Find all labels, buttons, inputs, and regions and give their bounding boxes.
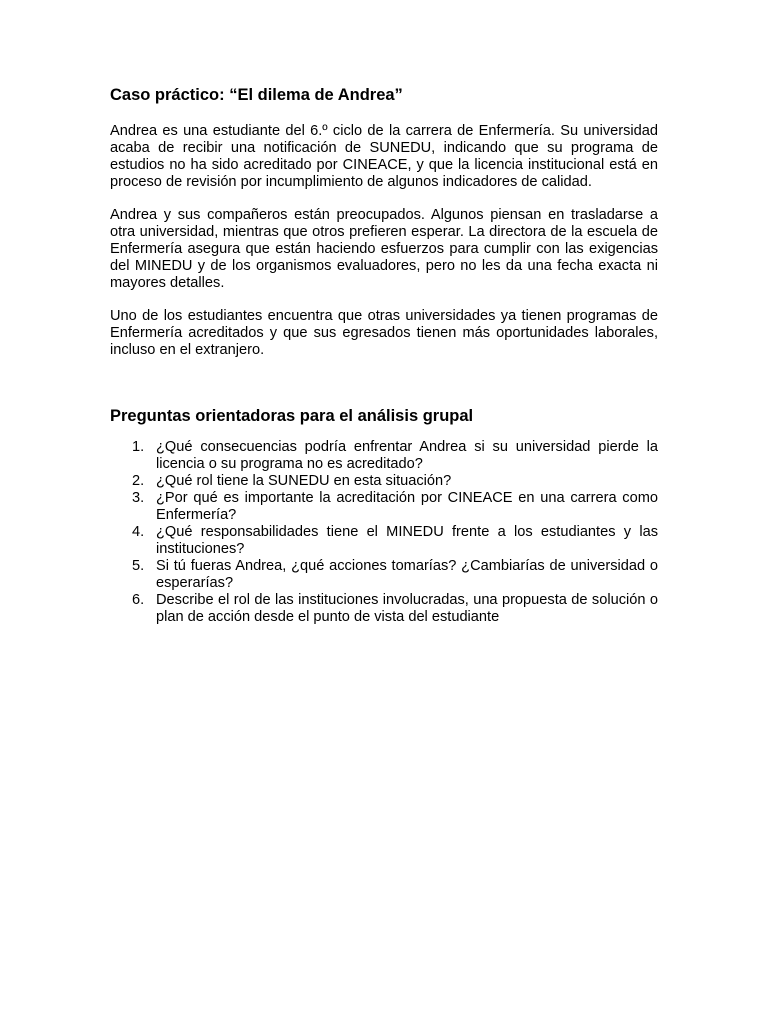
question-text: ¿Qué rol tiene la SUNEDU en esta situación? bbox=[156, 473, 452, 489]
question-number: 6. bbox=[132, 592, 145, 608]
question-item bbox=[110, 439, 658, 473]
case-paragraph: Uno de los estudiantes encuentra que otras universidades ya tienen programas de Enfermería acreditados y que sus egresados tienen más oportunidades laborales, incluso en el extranjero. bbox=[110, 308, 658, 358]
question-item bbox=[110, 473, 658, 490]
case-title: Caso práctico: “El dilema de Andrea” bbox=[110, 86, 403, 104]
question-number: 4. bbox=[132, 524, 145, 540]
question-number: 1. bbox=[132, 439, 145, 455]
question-number: 5. bbox=[132, 558, 145, 574]
questions-title: Preguntas orientadoras para el análisis grupal bbox=[110, 407, 474, 425]
question-number: 3. bbox=[132, 490, 145, 506]
question-text: ¿Por qué es importante la acreditación por CINEACE en una carrera como Enfermería? bbox=[156, 490, 658, 523]
question-text: Si tú fueras Andrea, ¿qué acciones tomarías? ¿Cambiarías de universidad o esperarías? bbox=[156, 558, 658, 591]
case-paragraph: Andrea y sus compañeros están preocupados. Algunos piensan en trasladarse a otra universidad, mientras que otros prefieren esperar. La directora de la escuela de Enfermería asegura que están haciendo esfuerzos para cumplir con las exigencias del MINEDU y de los organismos evaluadores, pero no les da una fecha exacta ni mayores detalles. bbox=[110, 207, 658, 291]
question-text: Describe el rol de las instituciones involucradas, una propuesta de solución o plan de acción desde el punto de vista del estudiante bbox=[156, 592, 658, 625]
question-item bbox=[110, 592, 658, 626]
case-paragraph: Andrea es una estudiante del 6.º ciclo de la carrera de Enfermería. Su universidad acaba de recibir una notificación de SUNEDU, indicando que su programa de estudios no ha sido acreditado por CINEACE, y que la licencia institucional está en proceso de revisión por incumplimiento de algunos indicadores de calidad. bbox=[110, 123, 658, 190]
question-item bbox=[110, 524, 658, 558]
question-text: ¿Qué consecuencias podría enfrentar Andrea si su universidad pierde la licencia o su programa no es acreditado? bbox=[156, 439, 658, 472]
document-content bbox=[110, 84, 658, 626]
question-number: 2. bbox=[132, 473, 145, 489]
questions-list bbox=[110, 439, 658, 626]
question-item bbox=[110, 490, 658, 524]
question-text: ¿Qué responsabilidades tiene el MINEDU frente a los estudiantes y las instituciones? bbox=[156, 524, 658, 557]
question-item bbox=[110, 558, 658, 592]
